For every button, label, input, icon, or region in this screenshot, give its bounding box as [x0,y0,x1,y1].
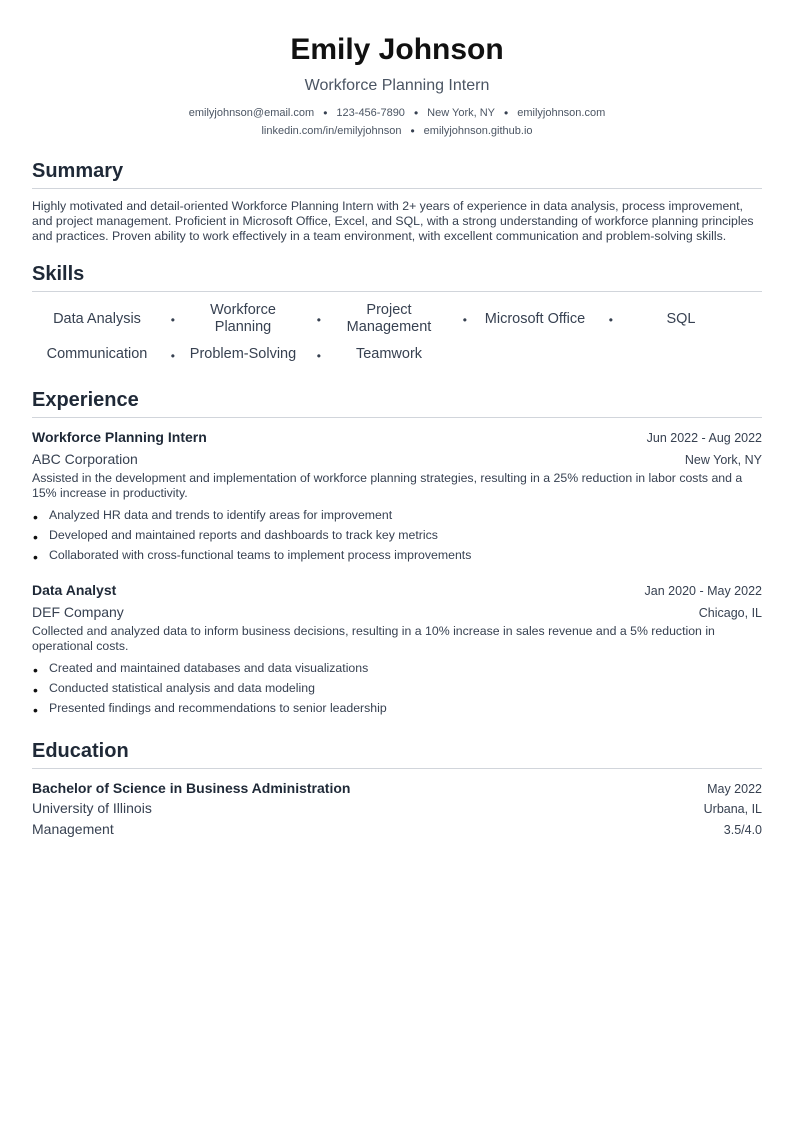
contact-row-primary [32,104,762,122]
job-company-row [32,448,762,469]
education-school-row [32,798,762,819]
education-degree-row [32,778,762,798]
education-location: Urbana, IL [703,802,762,816]
job-header-row [32,580,762,601]
contact-website[interactable]: emilyjohnson.com [517,107,606,119]
skill-item: Teamwork [355,346,423,362]
education-heading: Education [32,738,762,769]
contact-location: New York, NY [427,107,496,119]
resume-header [32,0,762,140]
summary-text: Highly motivated and detail-oriented Workforce Planning Intern with 2+ years of experience in data analysis, process improvement, and project management. Proficient in Microsoft Office, Excel, and SQL, with a strong understanding of workforce planning principles and practices. Proven ability to work effectively in a team environment, with excellent communication and problem-solving skills. [32,199,754,243]
education-date: May 2022 [707,782,762,796]
job-title: Data Analyst [32,582,117,598]
job-bullet: • Presented findings and recommendations to senior leadership [32,698,762,718]
job-bullets [32,505,762,565]
job-bullet: • Collaborated with cross-functional teams to implement process improvements [32,545,762,565]
job-dates: Jan 2020 - May 2022 [644,584,762,598]
job-header-row [32,427,762,448]
separator-dot: • [323,106,328,120]
job-company-row [32,601,762,622]
contact-github[interactable]: emilyjohnson.github.io [423,125,533,137]
candidate-name: Emily Johnson [290,33,504,66]
experience-heading: Experience [32,387,762,418]
skill-item: Communication • [46,346,175,363]
summary-heading: Summary [32,158,762,189]
education-school: University of Illinois [32,800,152,816]
job-bullet: • Conducted statistical analysis and data modeling [32,678,762,698]
education-entry [32,778,762,840]
job-bullet: • Analyzed HR data and trends to identify areas for improvement [32,505,762,525]
contact-email[interactable]: emilyjohnson@email.com [188,107,315,119]
skill-item: Data Analysis • [53,310,175,328]
skills-heading: Skills [32,261,762,292]
separator-dot: • [413,106,419,120]
job-bullets [32,658,762,718]
separator-dot: • [410,124,415,138]
job-location: New York, NY [684,453,762,467]
education-gpa: 3.5/4.0 [723,823,762,837]
skills-section [32,261,762,367]
job-bullet: • Created and maintained databases and data visualizations [32,658,762,678]
skill-item: Problem-Solving • [189,346,321,363]
skill-item: Workforce Planning • [210,302,321,335]
job-company: ABC Corporation [32,451,138,467]
job-company: DEF Company [32,604,124,620]
experience-section [32,387,762,718]
education-degree: Bachelor of Science in Business Administration [32,780,351,796]
education-field-row [32,819,762,840]
job-location: Chicago, IL [698,606,762,620]
job-bullet: • Developed and maintained reports and dashboards to track key metrics [32,525,762,545]
skills-list [32,300,762,367]
job-title: Workforce Planning Intern [32,429,207,445]
skill-item: Project Management • [346,302,467,335]
separator-dot: • [504,106,509,120]
skill-item: SQL [666,310,696,327]
candidate-title: Workforce Planning Intern [304,77,490,94]
education-section [32,738,762,840]
job-dates: Jun 2022 - Aug 2022 [646,431,762,445]
contact-linkedin[interactable]: linkedin.com/in/emilyjohnson [261,125,402,137]
job-entry [32,580,762,718]
job-description: Collected and analyzed data to inform business decisions, resulting in a 10% increase in sales revenue and a 5% reduction in operational costs. [32,624,715,653]
education-field: Management [32,821,114,837]
contact-row-secondary [32,122,762,140]
contact-phone[interactable]: 123-456-7890 [336,107,405,119]
summary-section [32,158,762,244]
job-entry [32,427,762,565]
job-description: Assisted in the development and implementation of workforce planning strategies, resulting in a 25% reduction in labor costs and a 15% increase in productivity. [32,471,743,500]
skill-item: Microsoft Office • [484,310,613,328]
